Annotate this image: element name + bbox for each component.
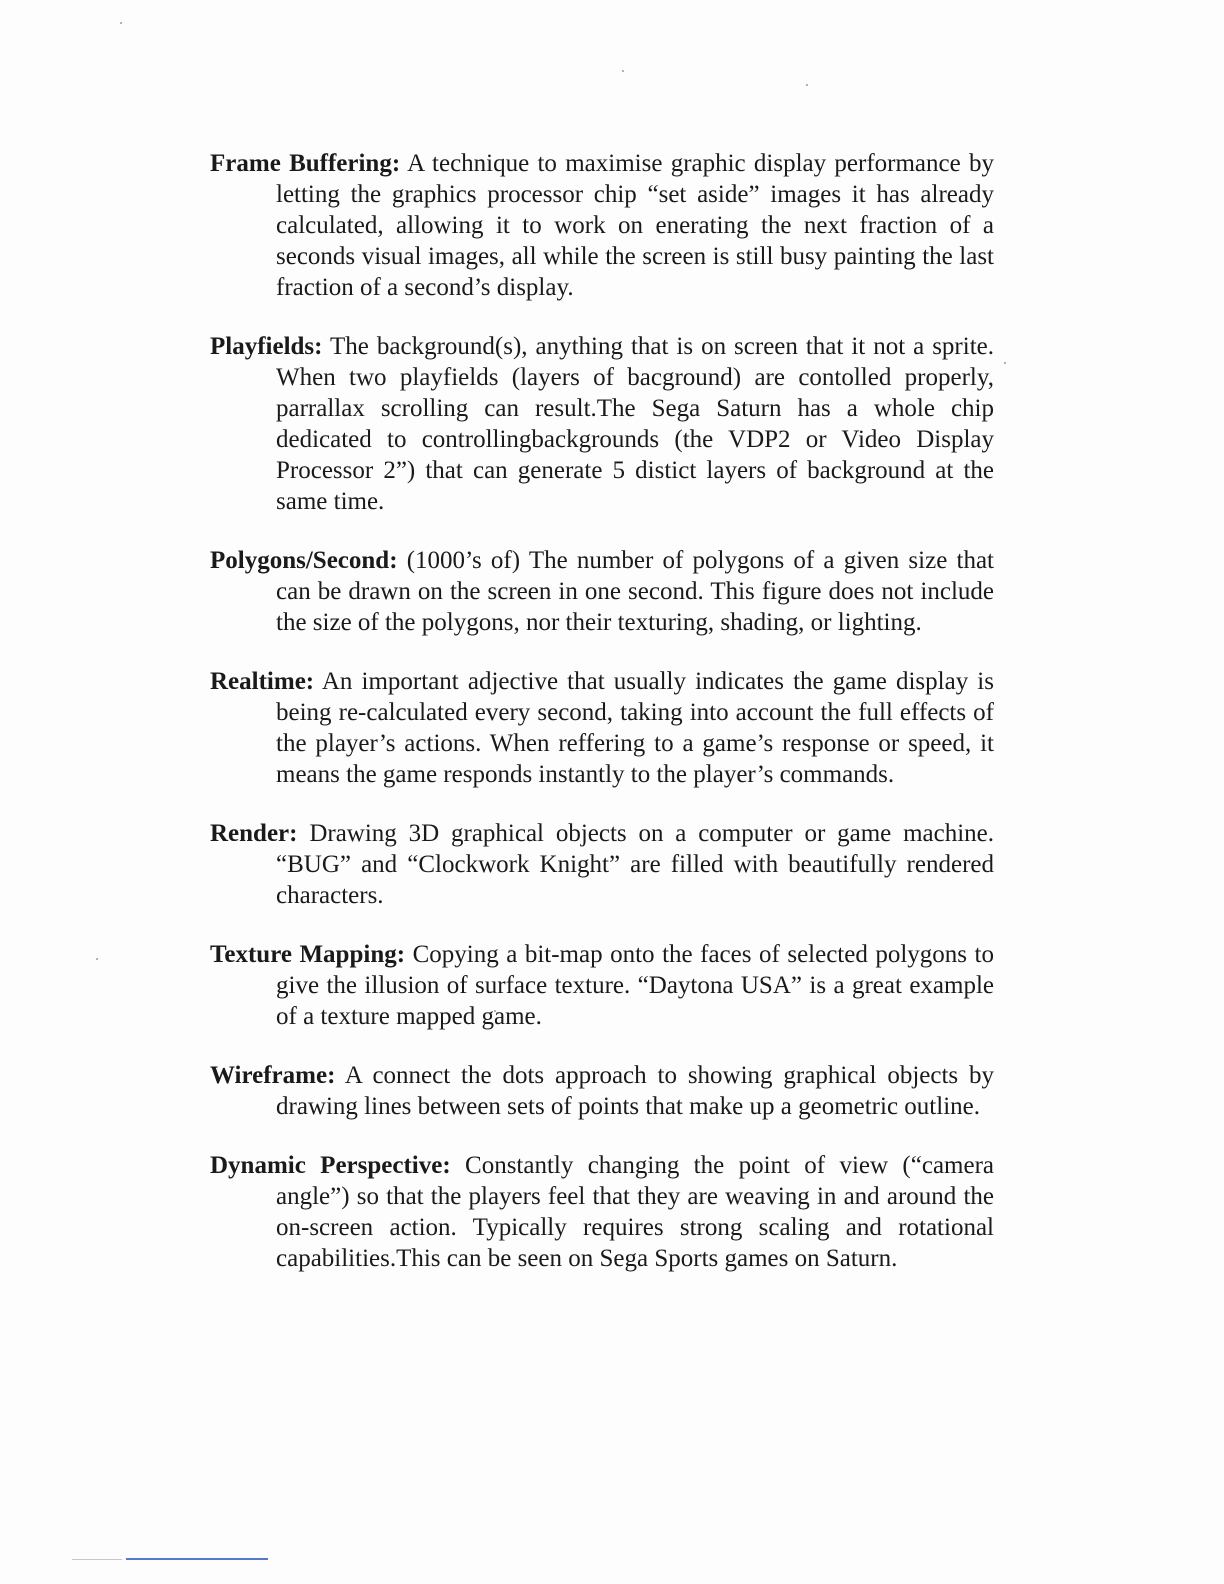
scan-speck <box>1004 362 1006 364</box>
glossary-term: Polygons/Second: <box>210 547 398 574</box>
glossary-definition: Copying a bit-map onto the faces of selected polygons to give the illusion of surface texture. “Daytona USA” is a great example of a texture mapped game. <box>276 941 995 1030</box>
glossary-term: Playfields: <box>210 333 323 360</box>
glossary-term: Realtime: <box>210 668 315 695</box>
glossary-term: Wireframe: <box>210 1062 336 1089</box>
scan-speck <box>806 84 808 86</box>
glossary-entry-texture-mapping <box>210 939 994 1032</box>
glossary-entry-wireframe <box>210 1060 994 1122</box>
glossary-entry-realtime <box>210 666 994 790</box>
glossary-definition: The background(s), anything that is on screen that it not a sprite. When two playfields (layers of bacground) are contolled properly, parrallax scrolling can result.The Sega Saturn has a whole chip dedicated to controllingbackgrounds (the VDP2 or Video Display Processor 2”) that can generate 5 distict layers of background at the same time. <box>276 333 994 515</box>
scan-speck <box>622 70 624 72</box>
glossary-definition: Drawing 3D graphical objects on a computer or game machine. “BUG” and “Clockwork Knight” are filled with beautifully rendered characters. <box>276 820 994 909</box>
glossary-definition: Constantly changing the point of view (“camera angle”) so that the players feel that they are weaving in and around the on-screen action. Typically requires strong scaling and rotational capabilities.This can be seen on Sega Sports games on Saturn. <box>276 1152 994 1272</box>
glossary-entry-render <box>210 818 994 911</box>
glossary-definition: A technique to maximise graphic display performance by letting the graphics processor chip “set aside” images it has already calculated, allowing it to work on enerating the next fraction of a seconds visual images, all while the screen is still busy painting the last fraction of a second’s display. <box>276 150 995 301</box>
glossary-entry-polygons-second <box>210 545 994 638</box>
glossary-list <box>210 148 994 1302</box>
glossary-term: Dynamic Perspective: <box>210 1152 451 1179</box>
scan-speck <box>96 958 98 960</box>
glossary-term: Render: <box>210 820 298 847</box>
glossary-entry-dynamic-perspective <box>210 1150 994 1274</box>
footer-rule <box>126 1558 268 1560</box>
glossary-definition: (1000’s of) The number of polygons of a given size that can be drawn on the screen in one second. This figure does not include the size of the polygons, nor their texturing, shading, or lighting. <box>276 547 994 636</box>
glossary-entry-playfields <box>210 331 994 517</box>
glossary-term: Texture Mapping: <box>210 941 406 968</box>
glossary-term: Frame Buffering: <box>210 150 401 177</box>
glossary-entry-frame-buffering <box>210 148 994 303</box>
glossary-definition: A connect the dots approach to showing graphical objects by drawing lines between sets of points that make up a geometric outline. <box>276 1062 995 1120</box>
scan-edge-mark <box>72 1559 122 1560</box>
glossary-definition: An important adjective that usually indicates the game display is being re-calculated every second, taking into account the full effects of the player’s actions. When reffering to a game’s response or speed, it means the game responds instantly to the player’s commands. <box>276 668 994 788</box>
scan-speck <box>120 22 122 24</box>
